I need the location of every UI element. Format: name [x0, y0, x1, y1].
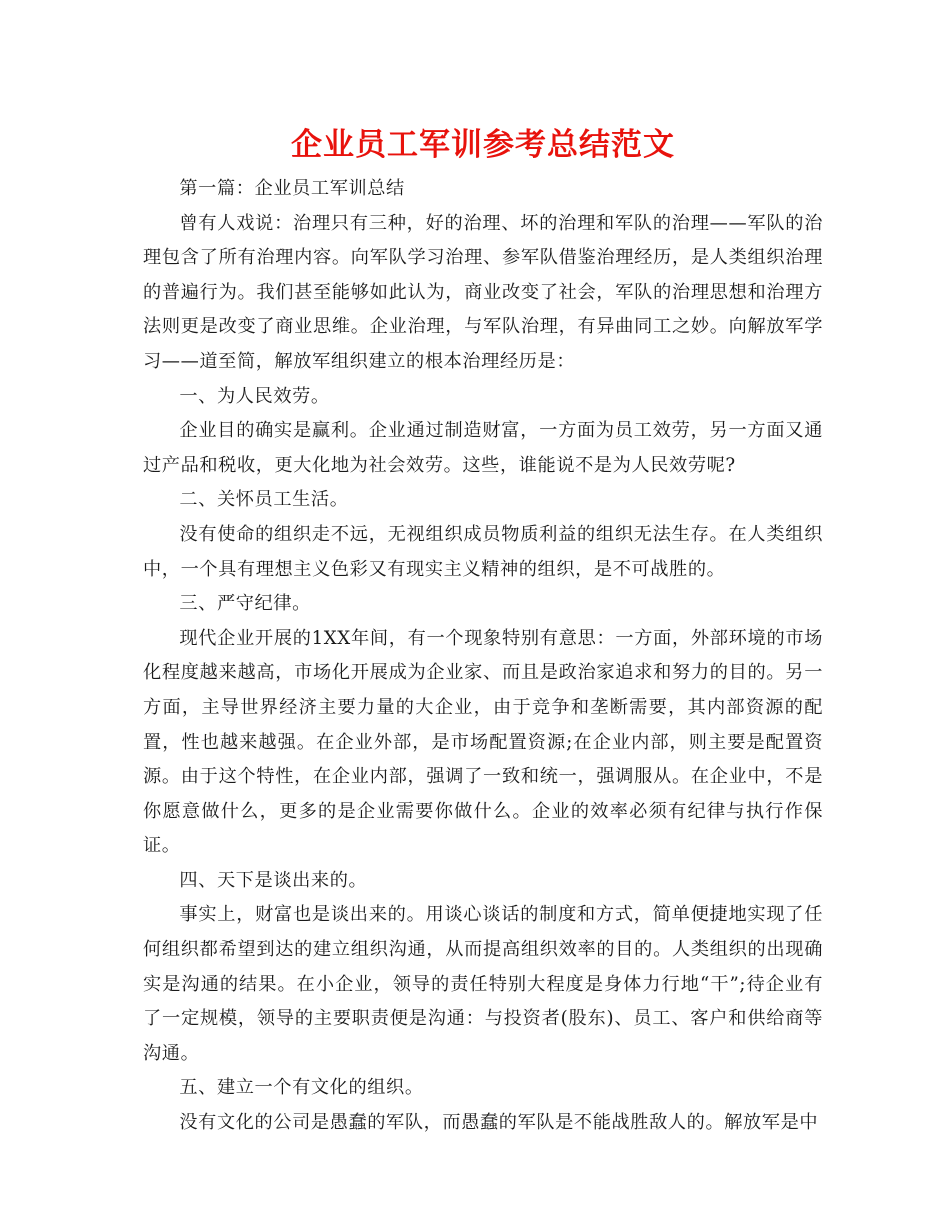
point-heading-2: 二、关怀员工生活。 — [179, 489, 349, 511]
point-heading-1: 一、为人民效劳。 — [179, 385, 330, 407]
section-heading-1: 第一篇：企业员工军训总结 — [179, 178, 405, 199]
document-page — [143, 122, 823, 1141]
paragraph-intro: 曾有人戏说：治理只有三种，好的治理、坏的治理和军队的治理——军队的治理包含了所有治理内容。向军队学习治理、参军队借鉴治理经历，是人类组织治理的普遍行为。我们甚至能够如此认为，商业改变了社会，军队的治理思想和治理方法则更是改变了商业思维。企业治理，与军队治理，有异曲同工之妙。向解放军学习——道至简，解放军组织建立的根本治理经历是： — [143, 212, 823, 372]
point-heading-4: 四、天下是谈出来的。 — [179, 869, 368, 891]
point-heading-5: 五、建立一个有文化的组织。 — [179, 1077, 424, 1099]
paragraph-point-5: 没有文化的公司是愚蠢的军队，而愚蠢的军队是不能战胜敌人的。解放军是中 — [179, 1112, 819, 1134]
paragraph-point-3: 现代企业开展的1XX年间，有一个现象特别有意思：一方面，外部环境的市场化程度越来越高，市场化开展成为企业家、而且是政治家追求和努力的目的。另一方面，主导世界经济主要力量的大企业，由于竞争和垄断需要，其内部资源的配置，性也越来越强。在企业外部，是市场配置资源;在企业内部，则主要是配置资源。由于这个特性，在企业内部，强调了一致和统一，强调服从。在企业中，不是你愿意做什么，更多的是企业需要你做什么。企业的效率必须有纪律与执行作保证。 — [143, 627, 823, 857]
paragraph-point-4: 事实上，财富也是谈出来的。用谈心谈话的制度和方式，简单便捷地实现了任何组织都希望到达的建立组织沟通，从而提高组织效率的目的。人类组织的出现确实是沟通的结果。在小企业，领导的责任特别大程度是身体力行地“干”;待企业有了一定规模，领导的主要职责便是沟通：与投资者(股东)、员工、客户和供给商等沟通。 — [143, 904, 823, 1064]
point-heading-3: 三、严守纪律。 — [179, 593, 311, 615]
document-title: 企业员工军训参考总结范文 — [291, 127, 675, 163]
paragraph-point-2: 没有使命的组织走不远，无视组织成员物质利益的组织无法生存。在人类组织中，一个具有理想主义色彩又有现实主义精神的组织，是不可战胜的。 — [143, 523, 823, 580]
paragraph-point-1: 企业目的确实是赢利。企业通过制造财富，一方面为员工效劳，另一方面又通过产品和税收，更大化地为社会效劳。这些，谁能说不是为人民效劳呢? — [143, 420, 823, 476]
